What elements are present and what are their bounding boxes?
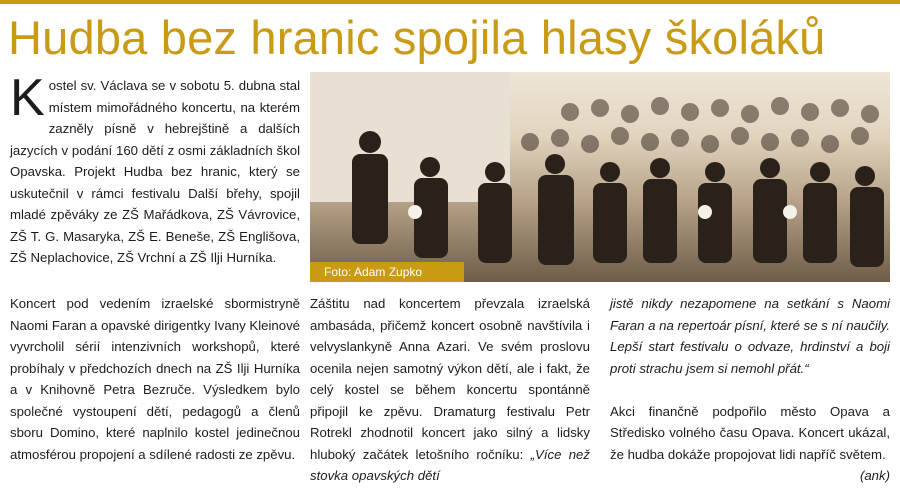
column-3-text xyxy=(610,401,890,483)
quote-start: „Více než stovka opavských dětí xyxy=(310,446,590,483)
headline: Hudba bez hranic spojila hlasy školáků xyxy=(8,11,826,64)
author-signature: (ank) xyxy=(859,468,890,483)
closing-text: Akci finančně podpořilo město Opava a Středisko volného času Opava. Koncert ukázal, že hudba dokáže propojovat lidi napříč světem. xyxy=(610,403,890,462)
drop-cap: K xyxy=(10,69,45,127)
choir-silhouettes xyxy=(310,72,890,282)
photo-credit: Foto: Adam Zupko xyxy=(310,262,464,282)
body-column-2 xyxy=(310,293,590,487)
choir-photo xyxy=(310,72,890,282)
top-accent-bar xyxy=(0,0,900,4)
body-column-3 xyxy=(610,293,890,487)
lead-paragraph xyxy=(10,69,300,269)
body-column-1: Koncert pod vedením izraelské sbormistryně Naomi Faran a opavské dirigentky Ivany Kleinové vyvrcholil sérií intenzivních workshopů, které probíhaly v předchozích dnech na ZŠ Ilji Hurníka a v Knihovně Petra Bezruče. Výsledkem bylo společné vystoupení dětí, pedagogů a členů sboru Domino, které naplnilo kostel jedinečnou atmosférou propojení a sdílené radosti ze zpěvu. xyxy=(10,296,300,462)
lead-text: ostel sv. Václava se v sobotu 5. dubna stal místem mimořádného koncertu, na kterém zazněly písně v hebrejštině a dalších jazycích v podání 160 dětí z osmi základních škol Opavska. Projekt Hudba bez hranic, který se uskutečnil v rámci festivalu Další břehy, spojil mladé zpěváky ze ZŠ Mařádkova, ZŠ Vávrovice, ZŠ T. G. Masaryka, ZŠ E. Beneše, ZŠ Englišova, ZŠ Neplachovice, ZŠ Vrchní a ZŠ Ilji Hurníka. xyxy=(10,78,300,265)
quote-continuation: jistě nikdy nezapomene na setkání s Naomi Faran a na repertoár písní, které se s ní naučily. Lepší start festivalu o odvaze, hrdinství a boji proti strachu jsem si nemohl přát.“ xyxy=(610,296,890,376)
column-2-text: Záštitu nad koncertem převzala izraelská ambasáda, přičemž koncert osobně navštívila i velvyslankyně Anna Azari. Ve svém proslovu ocenila nejen samotný výkon dětí, ale i fakt, že celý kostel se během koncertu spontánně připojil ke zpěvu. Dramaturg festivalu Petr Rotrekl zhodnotil koncert jako silný a lidsky hluboký začátek letošního ročníku: xyxy=(310,296,590,462)
